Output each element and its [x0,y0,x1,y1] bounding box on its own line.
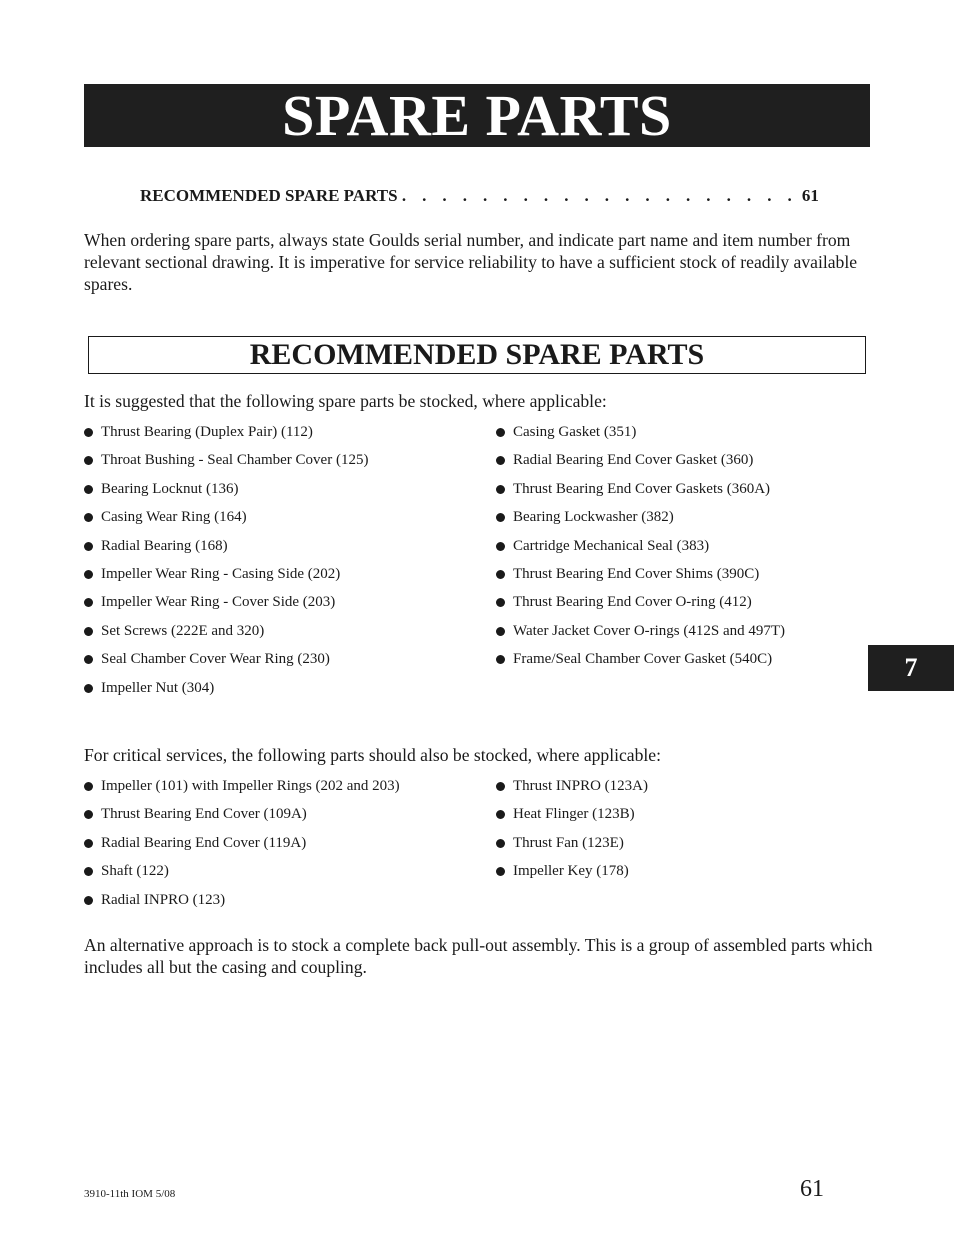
critical-paragraph: For critical services, the following parts should also be stocked, where applicable: [84,745,662,765]
bullet-icon [496,810,505,819]
footer-doc-id: 3910-11th IOM 5/08 [84,1188,176,1200]
bullet-icon [84,655,93,664]
bullet-icon [496,867,505,876]
section-heading: RECOMMENDED SPARE PARTS [88,336,866,374]
toc-label: RECOMMENDED SPARE PARTS [140,186,398,205]
bullet-icon [496,839,505,848]
bullet-icon [496,627,505,636]
intro-paragraph: When ordering spare parts, always state Goulds serial number, and indicate part name and item number from relevant sectional drawing. It is imperative for service reliability to have a sufficient stock of readily available spares. [84,230,858,294]
bullet-icon [84,782,93,791]
bullet-icon [496,428,505,437]
toc-page-number: 61 [801,186,819,205]
bullet-icon [84,867,93,876]
toc-leader-dots: . . . . . . . . . . . . . . . . . . . . [401,186,798,205]
bullet-icon [496,570,505,579]
bullet-icon [496,513,505,522]
bullet-icon [496,782,505,791]
bullet-icon [84,896,93,905]
page-title: SPARE PARTS [84,84,870,147]
bullet-icon [84,428,93,437]
bullet-icon [84,485,93,494]
bullet-icon [496,542,505,551]
suggested-paragraph: It is suggested that the following spare parts be stocked, where applicable: [84,391,607,411]
bullet-icon [84,810,93,819]
section-tab[interactable]: 7 [868,645,954,691]
footer-page-number: 61 [800,1176,824,1202]
bullet-icon [496,598,505,607]
bullet-icon [496,655,505,664]
bullet-icon [84,456,93,465]
bullet-icon [496,456,505,465]
bullet-icon [84,627,93,636]
alternative-paragraph: An alternative approach is to stock a complete back pull-out assembly. This is a group of assembled parts which includes all but the casing and coupling. [84,935,873,977]
toc-entry[interactable] [140,186,819,206]
bullet-icon [84,839,93,848]
bullet-icon [84,513,93,522]
bullet-icon [84,684,93,693]
bullet-icon [84,570,93,579]
bullet-icon [84,542,93,551]
bullet-icon [496,485,505,494]
bullet-icon [84,598,93,607]
